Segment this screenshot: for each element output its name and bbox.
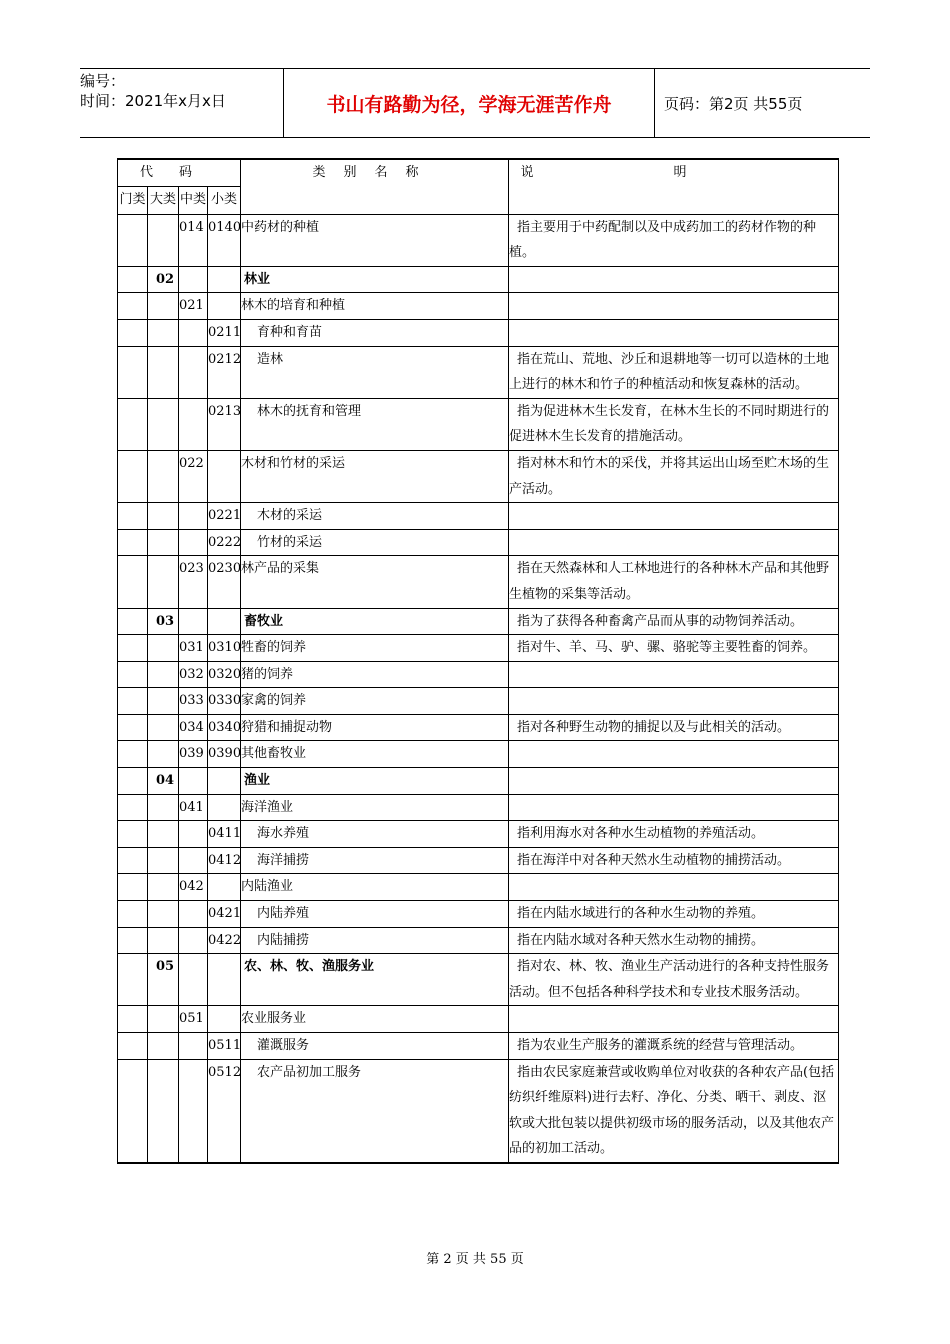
category-description (509, 768, 839, 795)
code-zhong (179, 1059, 208, 1163)
code-da (148, 1059, 179, 1163)
category-description: 指利用海水对各种水生动植物的养殖活动。 (509, 821, 839, 848)
table-row (118, 927, 839, 954)
code-zhong: 042 (179, 874, 208, 901)
table-row (118, 741, 839, 768)
category-name: 其他畜牧业 (241, 741, 509, 768)
code-xiao: 0221 (208, 503, 241, 530)
code-men (118, 901, 148, 928)
code-sub-men: 门类 (118, 186, 148, 214)
code-da (148, 1033, 179, 1060)
category-name: 家禽的饲养 (241, 688, 509, 715)
code-xiao: 0140 (208, 214, 241, 266)
header-motto: 书山有路勤为径，学海无涯苦作舟 (283, 69, 655, 137)
table-row (118, 1059, 839, 1163)
code-da (148, 529, 179, 556)
code-da (148, 714, 179, 741)
code-men (118, 450, 148, 502)
code-da (148, 741, 179, 768)
category-description: 指为农业生产服务的灌溉系统的经营与管理活动。 (509, 1033, 839, 1060)
category-name: 内陆养殖 (241, 901, 509, 928)
code-sub-zhong: 中类 (179, 186, 208, 214)
code-da (148, 874, 179, 901)
code-men (118, 1059, 148, 1163)
table-row (118, 847, 839, 874)
code-xiao: 0212 (208, 346, 241, 398)
table-row (118, 688, 839, 715)
industry-code-table (117, 158, 839, 1164)
category-name: 猪的饲养 (241, 661, 509, 688)
code-da: 04 (148, 768, 179, 795)
code-zhong (179, 608, 208, 635)
code-xiao (208, 794, 241, 821)
category-name: 海洋渔业 (241, 794, 509, 821)
code-da (148, 1006, 179, 1033)
code-men (118, 556, 148, 608)
table-row (118, 635, 839, 662)
category-description: 指为促进林木生长发育，在林木生长的不同时期进行的促进林木生长发育的措施活动。 (509, 398, 839, 450)
code-zhong (179, 503, 208, 530)
code-zhong (179, 266, 208, 293)
table-row (118, 901, 839, 928)
code-zhong: 039 (179, 741, 208, 768)
code-zhong: 031 (179, 635, 208, 662)
code-men (118, 608, 148, 635)
code-xiao (208, 954, 241, 1006)
category-name: 狩猎和捕捉动物 (241, 714, 509, 741)
table-row (118, 1033, 839, 1060)
table-row (118, 293, 839, 320)
category-name: 木材的采运 (241, 503, 509, 530)
name-header: 类别名称 (241, 159, 509, 214)
header-page-label (664, 69, 870, 137)
code-men (118, 319, 148, 346)
code-header: 代码 (118, 159, 241, 186)
page-footer: 第 2 页 共 55 页 (426, 1252, 524, 1267)
page-header (80, 68, 870, 138)
category-description (509, 266, 839, 293)
category-name: 林业 (241, 266, 509, 293)
category-name: 内陆捕捞 (241, 927, 509, 954)
code-da (148, 821, 179, 848)
code-men (118, 293, 148, 320)
code-men (118, 1033, 148, 1060)
category-description: 指在内陆水域进行的各种水生动物的养殖。 (509, 901, 839, 928)
category-description (509, 661, 839, 688)
code-men (118, 847, 148, 874)
table-row (118, 1006, 839, 1033)
number-label: 编号： (80, 72, 126, 90)
code-zhong: 022 (179, 450, 208, 502)
table-row (118, 661, 839, 688)
code-men (118, 661, 148, 688)
code-men (118, 346, 148, 398)
code-da (148, 214, 179, 266)
category-name: 农、林、牧、渔服务业 (241, 954, 509, 1006)
table-row (118, 319, 839, 346)
code-men (118, 635, 148, 662)
category-description (509, 688, 839, 715)
category-description (509, 503, 839, 530)
code-da (148, 794, 179, 821)
code-zhong (179, 768, 208, 795)
category-name: 木材和竹材的采运 (241, 450, 509, 502)
code-da (148, 688, 179, 715)
category-description: 指在天然森林和人工林地进行的各种林木产品和其他野生植物的采集等活动。 (509, 556, 839, 608)
code-xiao: 0222 (208, 529, 241, 556)
category-name: 育种和育苗 (241, 319, 509, 346)
code-da (148, 661, 179, 688)
code-da (148, 635, 179, 662)
category-description: 指主要用于中药配制以及中成药加工的药材作物的种植。 (509, 214, 839, 266)
code-men (118, 398, 148, 450)
code-xiao (208, 608, 241, 635)
desc-header: 说明 (509, 159, 839, 214)
code-xiao: 0320 (208, 661, 241, 688)
table-row (118, 503, 839, 530)
category-description (509, 794, 839, 821)
category-description: 指由农民家庭兼营或收购单位对收获的各种农产品(包括纺织纤维原料)进行去籽、净化、分类、晒干、剥皮、沤软或大批包装以提供初级市场的服务活动，以及其他农产品的初加工活动。 (509, 1059, 839, 1163)
category-name: 农业服务业 (241, 1006, 509, 1033)
page-label: 页码：第2页 共55页 (664, 94, 803, 113)
code-zhong: 032 (179, 661, 208, 688)
code-zhong: 014 (179, 214, 208, 266)
code-da: 03 (148, 608, 179, 635)
table-row (118, 398, 839, 450)
category-name: 竹材的采运 (241, 529, 509, 556)
code-da (148, 346, 179, 398)
code-da: 05 (148, 954, 179, 1006)
code-xiao: 0330 (208, 688, 241, 715)
code-zhong (179, 398, 208, 450)
category-description: 指对林木和竹木的采伐，并将其运出山场至贮木场的生产活动。 (509, 450, 839, 502)
code-xiao: 0213 (208, 398, 241, 450)
category-description (509, 1006, 839, 1033)
code-men (118, 503, 148, 530)
code-xiao: 0422 (208, 927, 241, 954)
category-name: 林产品的采集 (241, 556, 509, 608)
category-name: 海水养殖 (241, 821, 509, 848)
code-sub-da: 大类 (148, 186, 179, 214)
code-xiao (208, 874, 241, 901)
code-men (118, 874, 148, 901)
code-da (148, 847, 179, 874)
code-men (118, 529, 148, 556)
category-description (509, 293, 839, 320)
table-row (118, 450, 839, 502)
table-row (118, 556, 839, 608)
table-row (118, 608, 839, 635)
category-description: 指在海洋中对各种天然水生动植物的捕捞活动。 (509, 847, 839, 874)
code-xiao: 0340 (208, 714, 241, 741)
code-sub-xiao: 小类 (208, 186, 241, 214)
code-da: 02 (148, 266, 179, 293)
time-label: 时间：2021年x月x日 (80, 92, 226, 110)
code-xiao: 0211 (208, 319, 241, 346)
category-name: 畜牧业 (241, 608, 509, 635)
code-men (118, 768, 148, 795)
code-men (118, 794, 148, 821)
code-xiao: 0310 (208, 635, 241, 662)
code-zhong (179, 346, 208, 398)
table-row (118, 874, 839, 901)
category-name: 牲畜的饲养 (241, 635, 509, 662)
category-name: 海洋捕捞 (241, 847, 509, 874)
category-description: 指在内陆水域对各种天然水生动物的捕捞。 (509, 927, 839, 954)
code-zhong (179, 901, 208, 928)
category-description (509, 741, 839, 768)
table-row (118, 266, 839, 293)
code-da (148, 901, 179, 928)
code-zhong: 023 (179, 556, 208, 608)
category-name: 农产品初加工服务 (241, 1059, 509, 1163)
code-zhong (179, 529, 208, 556)
header-meta (80, 69, 283, 139)
category-name: 林木的培育和种植 (241, 293, 509, 320)
code-men (118, 214, 148, 266)
table-row (118, 346, 839, 398)
category-description (509, 529, 839, 556)
code-xiao (208, 293, 241, 320)
code-da (148, 927, 179, 954)
code-da (148, 319, 179, 346)
code-men (118, 954, 148, 1006)
code-zhong: 034 (179, 714, 208, 741)
code-men (118, 821, 148, 848)
code-da (148, 450, 179, 502)
category-description: 指对农、林、牧、渔业生产活动进行的各种支持性服务活动。但不包括各种科学技术和专业技术服务活动。 (509, 954, 839, 1006)
category-name: 中药材的种植 (241, 214, 509, 266)
code-xiao: 0230 (208, 556, 241, 608)
table-row (118, 529, 839, 556)
code-zhong (179, 821, 208, 848)
table-row (118, 794, 839, 821)
code-zhong: 021 (179, 293, 208, 320)
code-men (118, 714, 148, 741)
table-row (118, 821, 839, 848)
code-zhong: 051 (179, 1006, 208, 1033)
table-row (118, 954, 839, 1006)
code-da (148, 293, 179, 320)
category-description: 指对各种野生动物的捕捉以及与此相关的活动。 (509, 714, 839, 741)
code-men (118, 1006, 148, 1033)
code-zhong (179, 927, 208, 954)
code-men (118, 688, 148, 715)
code-xiao: 0390 (208, 741, 241, 768)
table-row (118, 768, 839, 795)
code-xiao: 0411 (208, 821, 241, 848)
category-description: 指为了获得各种畜禽产品而从事的动物饲养活动。 (509, 608, 839, 635)
code-men (118, 927, 148, 954)
code-xiao: 0512 (208, 1059, 241, 1163)
code-men (118, 741, 148, 768)
code-xiao (208, 450, 241, 502)
code-xiao: 0511 (208, 1033, 241, 1060)
code-da (148, 503, 179, 530)
table-row (118, 214, 839, 266)
code-zhong: 041 (179, 794, 208, 821)
code-zhong (179, 954, 208, 1006)
code-zhong (179, 847, 208, 874)
code-zhong (179, 319, 208, 346)
category-description (509, 319, 839, 346)
code-men (118, 266, 148, 293)
table-row (118, 714, 839, 741)
code-da (148, 398, 179, 450)
category-description: 指在荒山、荒地、沙丘和退耕地等一切可以造林的土地上进行的林木和竹子的种植活动和恢复森林的活动。 (509, 346, 839, 398)
category-name: 渔业 (241, 768, 509, 795)
code-xiao (208, 1006, 241, 1033)
code-da (148, 556, 179, 608)
category-description: 指对牛、羊、马、驴、骡、骆驼等主要牲畜的饲养。 (509, 635, 839, 662)
category-name: 造林 (241, 346, 509, 398)
category-description (509, 874, 839, 901)
table-body (118, 214, 839, 1163)
code-xiao: 0412 (208, 847, 241, 874)
code-xiao: 0421 (208, 901, 241, 928)
category-name: 林木的抚育和管理 (241, 398, 509, 450)
code-zhong (179, 1033, 208, 1060)
category-name: 内陆渔业 (241, 874, 509, 901)
code-zhong: 033 (179, 688, 208, 715)
category-name: 灌溉服务 (241, 1033, 509, 1060)
code-xiao (208, 266, 241, 293)
code-xiao (208, 768, 241, 795)
